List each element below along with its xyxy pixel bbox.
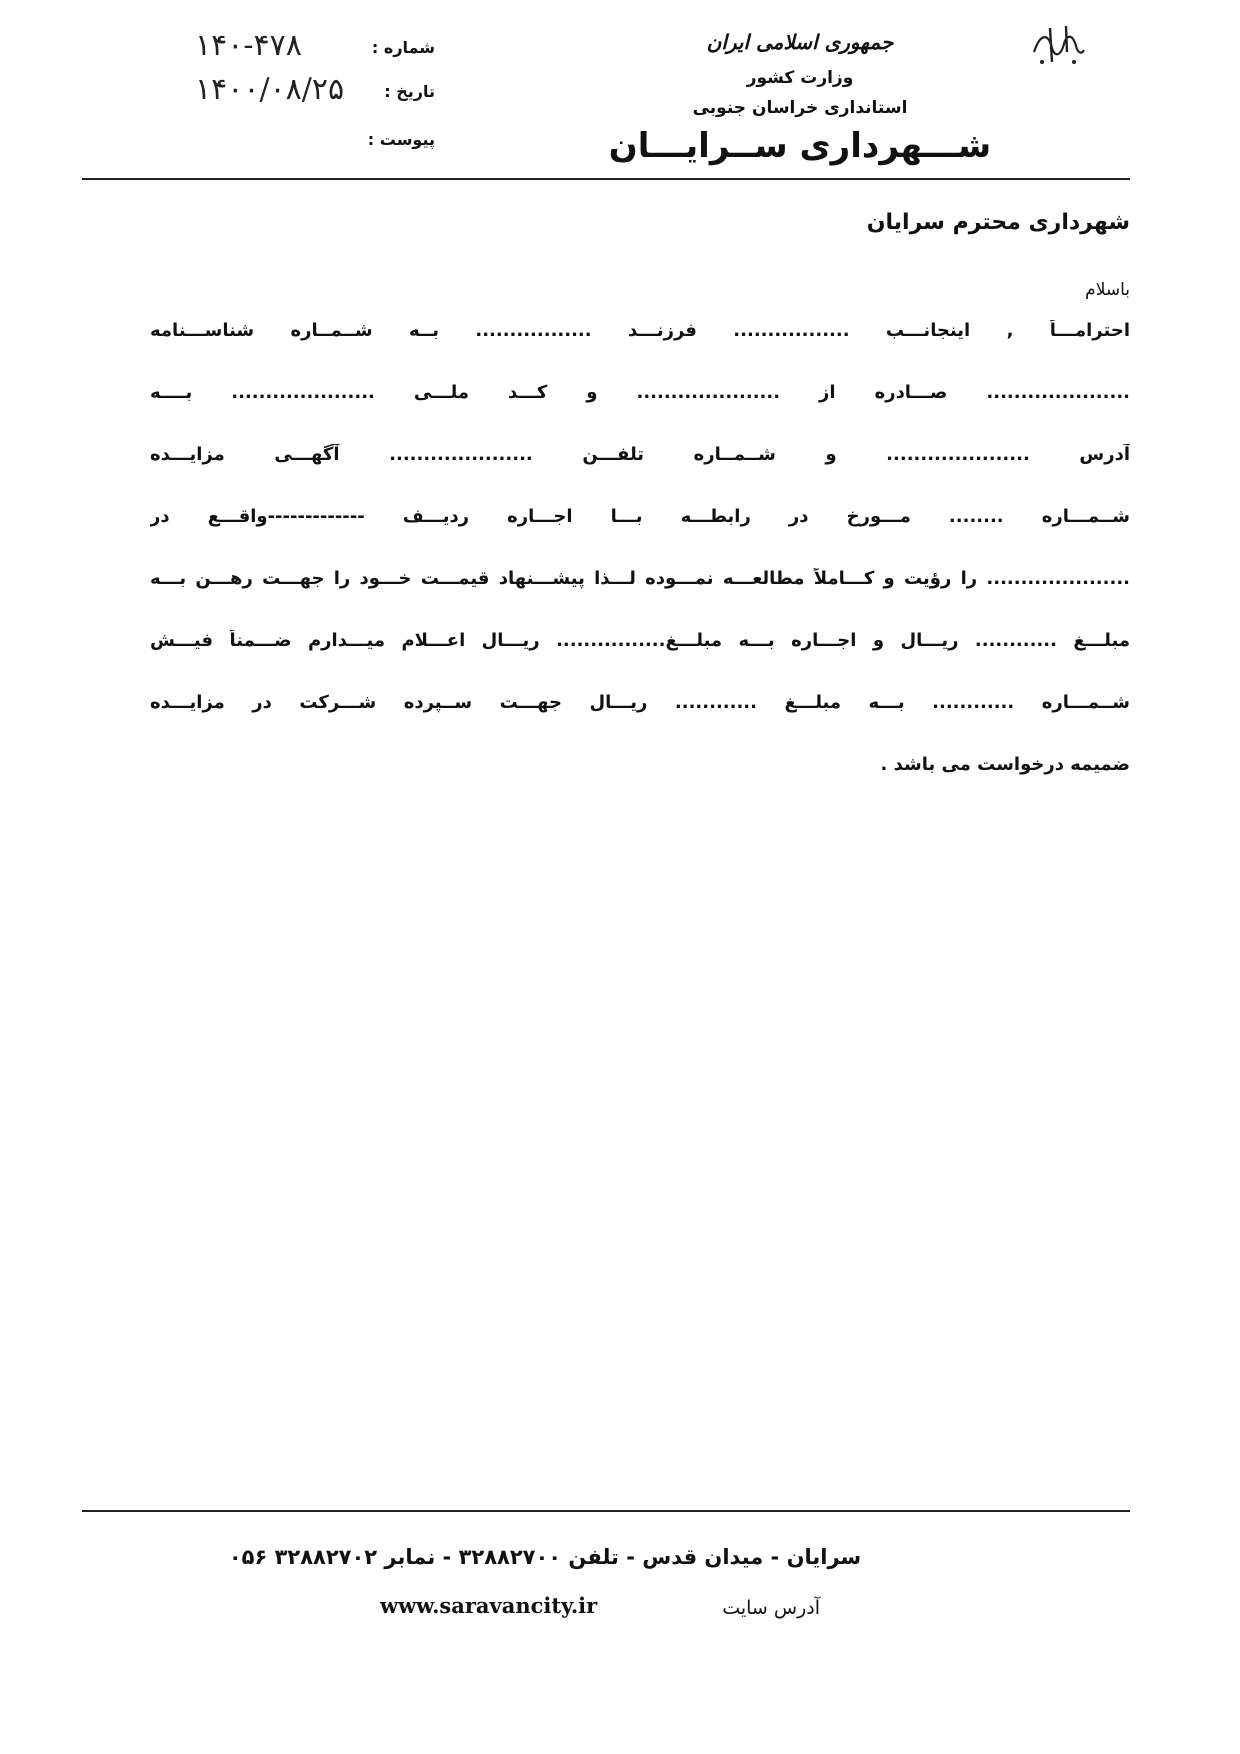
recipient-heading: شهرداری محترم سرایان <box>866 210 1130 235</box>
letter-meta-block <box>195 28 435 178</box>
footer-website <box>380 1593 820 1627</box>
letter-number-label: شماره : <box>371 38 435 57</box>
letterhead-titles <box>560 30 1040 170</box>
attachment-label: پیوست : <box>367 130 435 149</box>
form-line-5: ..................... را رؤیت و کـــاملاً مطالعـــه نمـــوده لـــذا پیشـــنهاد قیمـــت خـــود را جهـــت رهـــن بـــه <box>150 568 1130 589</box>
website-url: www.saravancity.ir <box>380 1593 598 1618</box>
website-label: آدرس سایت <box>722 1597 820 1619</box>
date-label: تاریخ : <box>384 82 435 101</box>
footer-contact: سرایان - میدان قدس - تلفن ۳۲۸۸۲۷۰۰ - نمابر ۳۲۸۸۲۷۰۲ ۰۵۶ <box>228 1545 862 1569</box>
greeting: باسلام <box>1085 280 1130 300</box>
governorate-title: استانداری خراسان جنوبی <box>692 98 908 118</box>
ministry-title: وزارت کشور <box>746 68 854 88</box>
footer-divider <box>82 1510 1130 1512</box>
letter-number-row <box>195 28 435 68</box>
header-divider <box>82 178 1130 180</box>
form-line-8: ضمیمه درخواست می باشد . <box>880 754 1130 775</box>
republic-title: جمهوری اسلامی ایران <box>706 30 894 54</box>
date-row <box>195 72 435 112</box>
form-line-4: شــمـــاره ........ مـــورخ در رابطـــه بـــا اجـــاره ردیـــف -------------واقـــع در <box>150 506 1130 527</box>
attachment-row <box>195 120 435 160</box>
date-value: ۱۴۰۰/۰۸/۲۵ <box>195 72 345 107</box>
form-line-3: آدرس ..................... و شــمــاره تلفـــن ..................... آگهـــی مزایـــده <box>150 444 1130 465</box>
municipality-title: شـــهرداری ســرایـــان <box>608 126 992 166</box>
basmala-calligraphy <box>1030 22 1086 70</box>
form-line-2: ..................... صـــادره از ..................... و کـــد ملـــی ..................... بــــه <box>150 382 1130 403</box>
form-line-6: مبلـــغ ............ ریـــال و اجـــاره بـــه مبلـــغ................ ریـــال اعـــلام میـــدارم ضـــمناً فیـــش <box>150 630 1130 651</box>
form-line-7: شــمـــاره ............ بـــه مبلـــغ ............ ریـــال جهـــت ســپرده شـــرکت در مزایـــده <box>150 692 1130 713</box>
form-line-1: احترامـــاً , اینجانـــب ................. فرزنـــد ................. بــه شــمــاره شناســـنامه <box>150 320 1130 341</box>
letter-number-value: ۱۴۰-۴۷۸ <box>195 28 302 63</box>
